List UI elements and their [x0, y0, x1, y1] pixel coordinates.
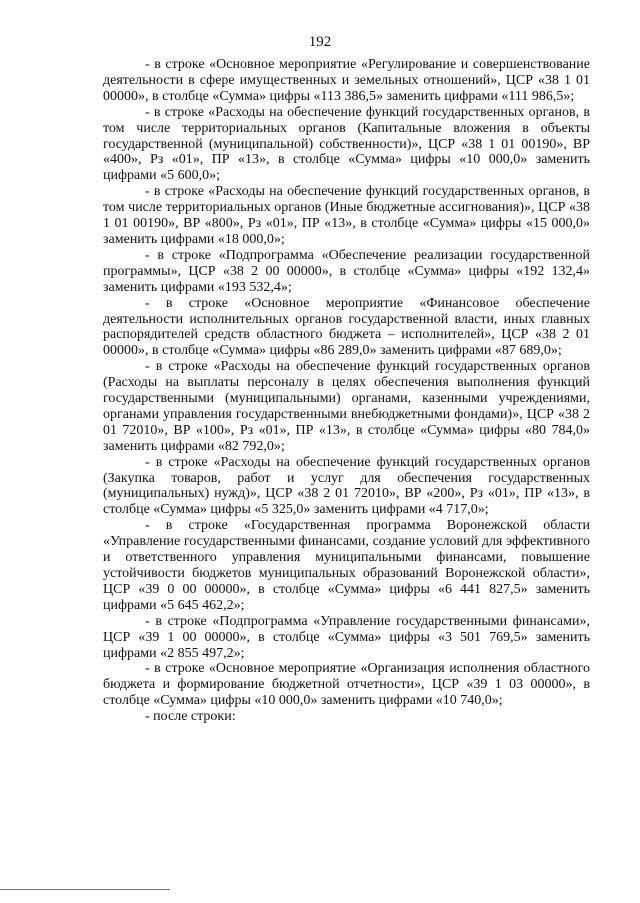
paragraph: - в строке «Подпрограмма «Управление государственными финансами», ЦСР «39 1 00 00000», в столбце «Сумма» цифры «3 501 769,5» заменить цифрами «2 855 497,2»;	[103, 613, 590, 661]
paragraph: - в строке «Государственная программа Воронежской области «Управление государственными финансами, создание условий для эффективного и ответственного управления муниципальными финансами, повышение устойчивости бюджетов муниципальных образований Воронежской области», ЦСР «39 0 00 00000», в столбце «Сумма» цифры «6 441 827,5» заменить цифрами «5 645 462,2»;	[103, 518, 590, 613]
paragraph: - в строке «Расходы на обеспечение функций государственных органов (Расходы на выплаты персоналу в целях обеспечения выполнения функций государственными (муниципальными) органами, казенными учреждениями, органами управления государственными внебюджетными фондами)», ЦСР «38 2 01 72010», ВР «100», Рз «01», ПР «13», в столбце «Сумма» цифры «80 784,0» заменить цифрами «82 792,0»;	[103, 359, 590, 454]
document-body	[103, 57, 590, 725]
footer-rule	[0, 889, 170, 890]
paragraph: - в строке «Подпрограмма «Обеспечение реализации государственной программы», ЦСР «38 2 00 00000», в столбце «Сумма» цифры «192 132,4» заменить цифрами «193 532,4»;	[103, 247, 590, 295]
paragraph: - после строки:	[145, 709, 236, 725]
paragraph: - в строке «Расходы на обеспечение функций государственных органов (Закупка товаров, работ и услуг для обеспечения государственных (муниципальных) нужд)», ЦСР «38 2 01 72010», ВР «200», Рз «01», ПР «13», в столбце «Сумма» цифры «5 325,0» заменить цифрами «4 717,0»;	[103, 454, 590, 518]
paragraph: - в строке «Расходы на обеспечение функций государственных органов, в том числе территориальных органов (Капитальные вложения в объекты государственной (муниципальной) собственности)», ЦСР «38 1 01 00190», ВР «400», Рз «01», ПР «13», в столбце «Сумма» цифры «10 000,0» заменить цифрами «5 600,0»;	[103, 104, 590, 184]
page-number: 192	[308, 34, 332, 50]
paragraph: - в строке «Расходы на обеспечение функций государственных органов, в том числе территориальных органов (Иные бюджетные ассигнования)», ЦСР «38 1 01 00190», ВР «800», Рз «01», ПР «13», в столбце «Сумма» цифры «15 000,0» заменить цифрами «18 000,0»;	[103, 184, 590, 247]
paragraph: - в строке «Основное мероприятие «Регулирование и совершенствование деятельности в сфере имущественных и земельных отношений», ЦСР «38 1 01 00000», в столбце «Сумма» цифры «113 386,5» заменить цифрами «111 986,5»;	[103, 57, 590, 104]
paragraph: - в строке «Основное мероприятие «Финансовое обеспечение деятельности исполнительных органов государственной власти, иных главных распорядителей средств областного бюджета – исполнителей», ЦСР «38 2 01 00000», в столбце «Сумма» цифры «86 289,0» заменить цифрами «87 689,0»;	[103, 295, 590, 359]
paragraph: - в строке «Основное мероприятие «Организация исполнения областного бюджета и формирование бюджетной отчетности», ЦСР «39 1 03 00000», в столбце «Сумма» цифры «10 000,0» заменить цифрами «10 740,0»;	[103, 661, 590, 709]
